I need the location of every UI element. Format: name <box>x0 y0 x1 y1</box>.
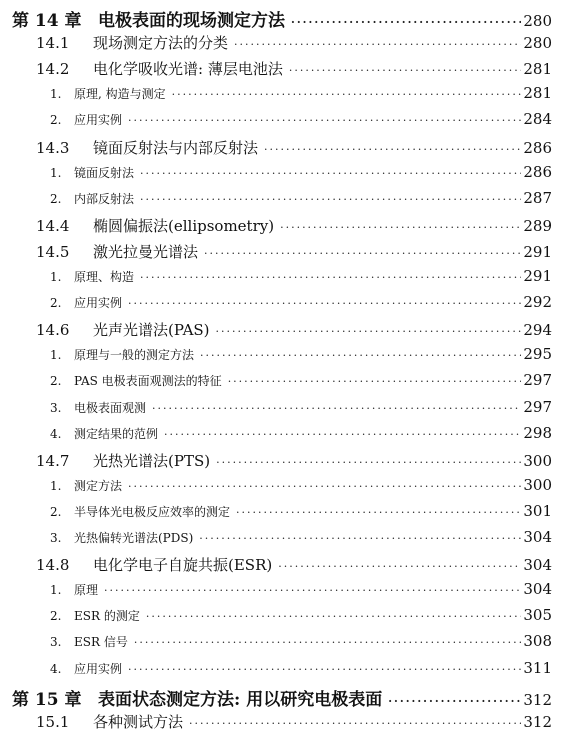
dot-leader <box>128 114 521 127</box>
toc-entry-title: 光声光谱法(PAS) <box>93 321 210 340</box>
toc-entry-title: 光热光谱法(PTS) <box>93 451 211 470</box>
toc-page-number: 301 <box>523 501 552 520</box>
toc-entry-title: 表面状态测定方法: 用以研究电极表面 <box>98 689 383 710</box>
dot-leader <box>216 456 521 469</box>
toc-entry-title: 电化学电子自旋共振(ESR) <box>93 556 273 575</box>
toc-entry-number: 1. <box>50 583 62 598</box>
toc-entry-title: PAS 电极表面观测法的特征 <box>74 374 222 389</box>
toc-page-number: 281 <box>523 84 552 103</box>
toc-page-number: 311 <box>523 658 552 677</box>
toc-entry-title: 应用实例 <box>74 296 123 311</box>
toc-page-number: 305 <box>523 606 552 625</box>
toc-entry-title: 测定方法 <box>74 478 123 493</box>
toc-item-row <box>0 502 566 528</box>
toc-item-row <box>0 110 566 136</box>
toc-page-number: 297 <box>523 371 552 390</box>
toc-entry-title: 原理 <box>74 583 99 598</box>
dot-leader <box>104 584 521 597</box>
toc-page-number: 297 <box>523 397 552 416</box>
toc-entry-number: 2. <box>50 609 62 624</box>
toc-entry-number: 1. <box>50 87 62 102</box>
toc-chapter-row <box>0 6 566 32</box>
toc-section-row <box>0 554 566 580</box>
dot-leader <box>228 375 522 388</box>
toc-entry-number: 14.3 <box>36 138 70 157</box>
toc-item-row <box>0 632 566 658</box>
dot-leader <box>289 64 522 77</box>
dot-leader <box>199 532 521 545</box>
dot-leader <box>128 297 521 310</box>
dot-leader <box>388 695 521 708</box>
dot-leader <box>216 325 522 338</box>
toc-page-number: 291 <box>523 242 552 261</box>
toc-page-number: 298 <box>523 423 552 442</box>
toc-page-number: 304 <box>523 556 552 575</box>
toc-entry-title: ESR 信号 <box>74 635 128 650</box>
toc-item-row <box>0 528 566 554</box>
toc-entry-title: 测定结果的范例 <box>74 426 159 441</box>
toc-entry-title: 内部反射法 <box>74 191 135 206</box>
toc-entry-title: 光热偏转光谱法(PDS) <box>74 531 194 545</box>
toc-entry-title: 原理与一般的测定方法 <box>74 348 195 363</box>
toc-item-row <box>0 345 566 371</box>
toc-item-row <box>0 371 566 397</box>
toc-page-number: 304 <box>523 528 552 546</box>
dot-leader <box>152 402 521 415</box>
toc-page-number: 281 <box>523 60 552 79</box>
toc-entry-number: 第 15 章 <box>12 689 82 710</box>
toc-section-row <box>0 32 566 58</box>
dot-leader <box>200 349 521 362</box>
toc-page-number: 295 <box>523 345 552 364</box>
toc-entry-number: 1. <box>50 270 62 284</box>
dot-leader <box>234 38 521 51</box>
toc-entry-number: 第 14 章 <box>12 11 82 31</box>
dot-leader <box>189 717 521 730</box>
toc-entry-title: ESR 的测定 <box>74 609 140 624</box>
toc-entry-title: 镜面反射法 <box>74 165 135 180</box>
toc-page-number: 280 <box>523 34 552 53</box>
toc-entry-title: 原理、构造 <box>74 270 135 284</box>
toc-entry-number: 2. <box>50 374 62 389</box>
toc-entry-number: 2. <box>50 191 62 206</box>
toc-entry-title: 现场测定方法的分类 <box>93 34 229 53</box>
toc-entry-number: 14.7 <box>36 451 70 470</box>
toc-item-row <box>0 267 566 293</box>
toc-entry-number: 14.8 <box>36 556 70 575</box>
toc-entry-number: 14.1 <box>36 34 70 53</box>
toc-entry-number: 4. <box>50 426 62 441</box>
toc-page-number: 291 <box>523 267 552 285</box>
toc-entry-number: 2. <box>50 113 62 128</box>
toc-entry-title: 椭圆偏振法(ellipsometry) <box>93 216 275 235</box>
toc-entry-title: 电化学吸收光谱: 薄层电池法 <box>93 60 283 79</box>
toc-entry-title: 镜面反射法与内部反射法 <box>93 138 259 157</box>
dot-leader <box>134 636 522 649</box>
dot-leader <box>146 610 522 623</box>
toc-entry-number: 1. <box>50 348 62 363</box>
toc-entry-title: 电极表面的现场测定方法 <box>98 11 285 31</box>
toc-item-row <box>0 476 566 502</box>
toc-section-row <box>0 137 566 163</box>
dot-leader <box>291 16 521 29</box>
dot-leader <box>140 193 521 206</box>
toc-entry-number: 2. <box>50 296 62 311</box>
toc-item-row <box>0 580 566 606</box>
toc-entry-number: 3. <box>50 400 62 415</box>
dot-leader <box>128 663 521 676</box>
toc-entry-number: 1. <box>50 478 62 493</box>
toc-page-number: 284 <box>523 110 552 129</box>
toc-page-number: 286 <box>523 162 552 181</box>
toc-entry-number: 14.6 <box>36 321 70 340</box>
toc-item-row <box>0 659 566 685</box>
toc-page-number: 312 <box>523 690 552 709</box>
toc-entry-title: 各种测试方法 <box>93 712 184 731</box>
toc-item-row <box>0 163 566 189</box>
toc-entry-title: 应用实例 <box>74 661 123 676</box>
toc-item-row <box>0 424 566 450</box>
toc-page-number: 292 <box>523 293 552 312</box>
toc-page-number: 280 <box>523 12 552 30</box>
toc-page-number: 287 <box>523 188 552 207</box>
toc-entry-number: 3. <box>50 635 62 650</box>
toc-item-row <box>0 84 566 110</box>
toc-section-row <box>0 711 566 737</box>
toc-section-row <box>0 450 566 476</box>
toc-section-row <box>0 58 566 84</box>
toc-section-row <box>0 215 566 241</box>
toc-entry-title: 原理, 构造与测定 <box>74 87 166 102</box>
dot-leader <box>264 143 521 156</box>
toc-entry-number: 14.2 <box>36 60 70 79</box>
toc-item-row <box>0 293 566 319</box>
dot-leader <box>164 428 521 441</box>
toc-entry-title: 半导体光电极反应效率的测定 <box>74 504 231 519</box>
toc-item-row <box>0 189 566 215</box>
dot-leader <box>280 221 521 234</box>
toc-entry-title: 电极表面观测 <box>74 400 147 415</box>
toc-page-number: 286 <box>523 138 552 157</box>
toc-entry-title: 应用实例 <box>74 113 123 128</box>
dot-leader <box>140 167 521 180</box>
toc-entry-number: 4. <box>50 661 62 676</box>
toc-chapter-row <box>0 685 566 711</box>
toc-item-row <box>0 606 566 632</box>
toc-entry-number: 3. <box>50 531 62 545</box>
dot-leader <box>278 560 521 573</box>
toc-page-number: 289 <box>523 216 552 235</box>
dot-leader <box>140 271 521 284</box>
toc-entry-number: 14.4 <box>36 216 70 235</box>
toc-item-row <box>0 398 566 424</box>
toc-page-number: 300 <box>523 451 552 470</box>
toc-section-row <box>0 241 566 267</box>
dot-leader <box>236 506 521 519</box>
toc-entry-number: 2. <box>50 504 62 519</box>
toc-page-number: 304 <box>523 580 552 599</box>
dot-leader <box>204 247 521 260</box>
toc-page-number: 312 <box>523 712 552 731</box>
dot-leader <box>128 480 521 493</box>
toc-entry-title: 激光拉曼光谱法 <box>93 242 199 261</box>
toc-page-number: 294 <box>523 321 552 340</box>
toc-section-row <box>0 319 566 345</box>
toc-page-number: 308 <box>523 632 552 651</box>
dot-leader <box>172 88 522 101</box>
toc-entry-number: 15.1 <box>36 712 70 731</box>
toc-entry-number: 14.5 <box>36 242 70 261</box>
toc-page-number: 300 <box>523 475 552 494</box>
toc-entry-number: 1. <box>50 165 62 180</box>
